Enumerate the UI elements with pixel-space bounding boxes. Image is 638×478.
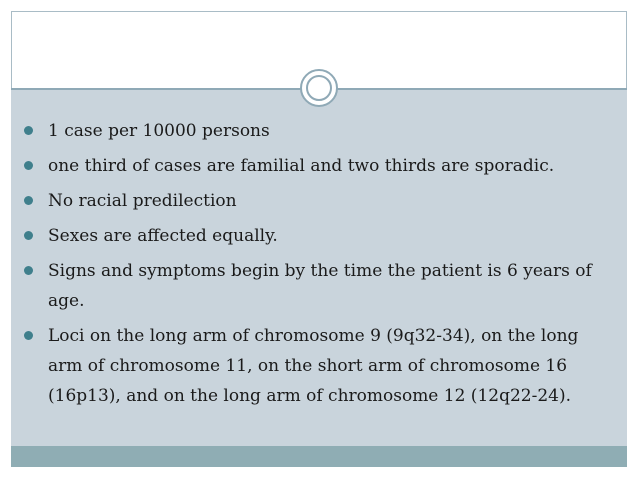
bullet-item [24, 151, 616, 181]
bullet-item [24, 186, 616, 216]
bullet-item [24, 256, 616, 316]
bullet-item [24, 321, 616, 411]
bullet-dot-icon [24, 266, 33, 275]
bullet-dot-icon [24, 231, 33, 240]
bullet-text: Signs and symptoms begin by the time the patient is 6 years of age. [48, 261, 592, 311]
bullet-dot-icon [24, 126, 33, 135]
bullet-dot-icon [24, 331, 33, 340]
bullet-text: one third of cases are familial and two thirds are sporadic. [48, 156, 555, 176]
bullet-item [24, 221, 616, 251]
bullet-dot-icon [24, 196, 33, 205]
bullet-text: Sexes are affected equally. [48, 226, 278, 246]
bullet-text: No racial predilection [48, 191, 237, 211]
circle-ornament-inner [306, 75, 332, 101]
circle-ornament-icon [300, 69, 338, 107]
bullet-text: Loci on the long arm of chromosome 9 (9q32-34), on the long arm of chromosome 11, on the short arm of chromosome 16 (16p13), and on the long arm of chromosome 12 (12q22-24). [48, 326, 579, 406]
bullet-item [24, 116, 616, 146]
bottom-bar [11, 446, 627, 467]
bullet-text: 1 case per 10000 persons [48, 121, 270, 141]
bullet-dot-icon [24, 161, 33, 170]
bullet-list [24, 116, 616, 416]
